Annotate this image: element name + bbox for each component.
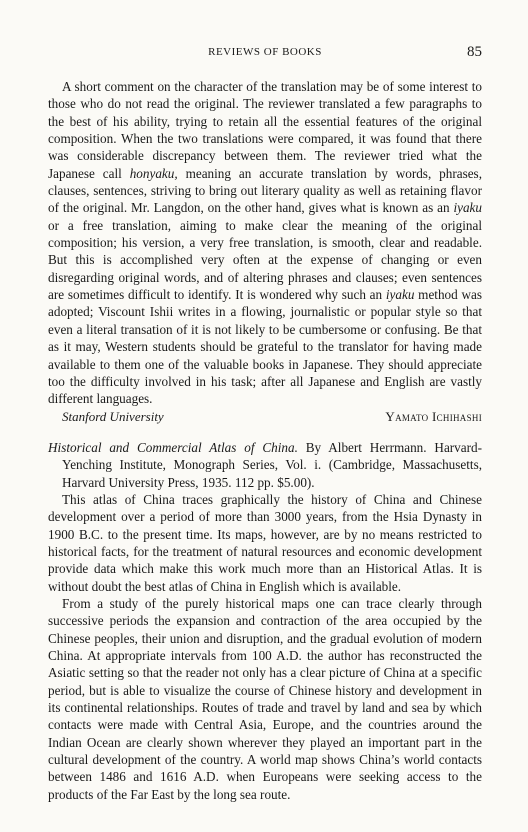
review-paragraph: This atlas of China traces graphically the history of China and Chinese development over a period of more than 3000 years, from the Hsia Dynasty in 1900 B.C. to the present time. Its maps, however, are by no means restricted to historical facts, for the treatment of natural resources and economic development provide data which make this work much more than an Historical Atlas. It is without doubt the best atlas of China in English which is available. (48, 491, 482, 594)
review-paragraph: From a study of the purely historical maps one can trace clearly through successive periods the expansion and contraction of the area occupied by the Chinese peoples, their union and disruption, and the gradual evolution of modern China. At appropriate intervals from 100 A.D. the author has reconstructed the Asiatic setting so that the reader not only has a clear picture of China at a specific period, but is able to visualize the course of Chinese history and development in its continental relationships. Routes of trade and travel by land and sea by which contacts were made with Central Asia, Europe, and the countries around the Indian Ocean are clearly shown wherever they played an important part in the cultural development of the country. A world map shows China’s world contacts between 1486 and 1616 A.D. when Europeans were seeking access to the products of the Far East by the long sea route. (48, 595, 482, 802)
review-paragraph: A short comment on the character of the translation may be of some interest to those who do not read the original. The reviewer translated a few paragraphs to the best of his ability, trying to retain all the essential features of the original composition. When the two translations were compared, it was found that there was considerable discrepancy between them. The reviewer tried what the Japanese call honyaku, meaning an accurate translation by words, phrases, clauses, sentences, striving to bring out literary quality as well as retaining flavor of the original. Mr. Langdon, on the other hand, gives what is known as an iyaku or a free translation, aiming to make clear the meaning of the original composition; his version, a very free translation, is smooth, clear and readable. But this is accomplished very often at the expense of changing or even disregarding original words, and of altering phrases and clauses; even sentences are sometimes difficult to identify. It is wondered why such an iyaku method was adopted; Viscount Ishii writes in a flowing, journalistic or popular style so that even a literal transation of it is not likely to be cumbersome or confusing. Be that as it may, Western students should be grateful to the translator for having made available to them one of the valuable books in Japanese. They should appreciate too the difficulty involved in his task; after all Japanese and English are vastly different languages. (48, 79, 482, 407)
book-title: Historical and Commercial Atlas of China. (48, 439, 298, 455)
page-header (48, 44, 482, 64)
page-number: 85 (467, 44, 482, 60)
reviewer-signature (48, 408, 482, 425)
reviewer-name: Yamato Ichihashi (385, 408, 482, 424)
book-citation (48, 439, 482, 491)
page-body (48, 78, 482, 803)
running-head: REVIEWS OF BOOKS (208, 46, 322, 58)
book-citation-details: By Albert Herrmann. Harvard-Yenching Institute, Monograph Series, Vol. i. (Cambridge, Massachusetts, Harvard University Press, 1935. 112 pp. $5.00). (62, 439, 483, 490)
reviewer-institution: Stanford University (62, 408, 164, 424)
